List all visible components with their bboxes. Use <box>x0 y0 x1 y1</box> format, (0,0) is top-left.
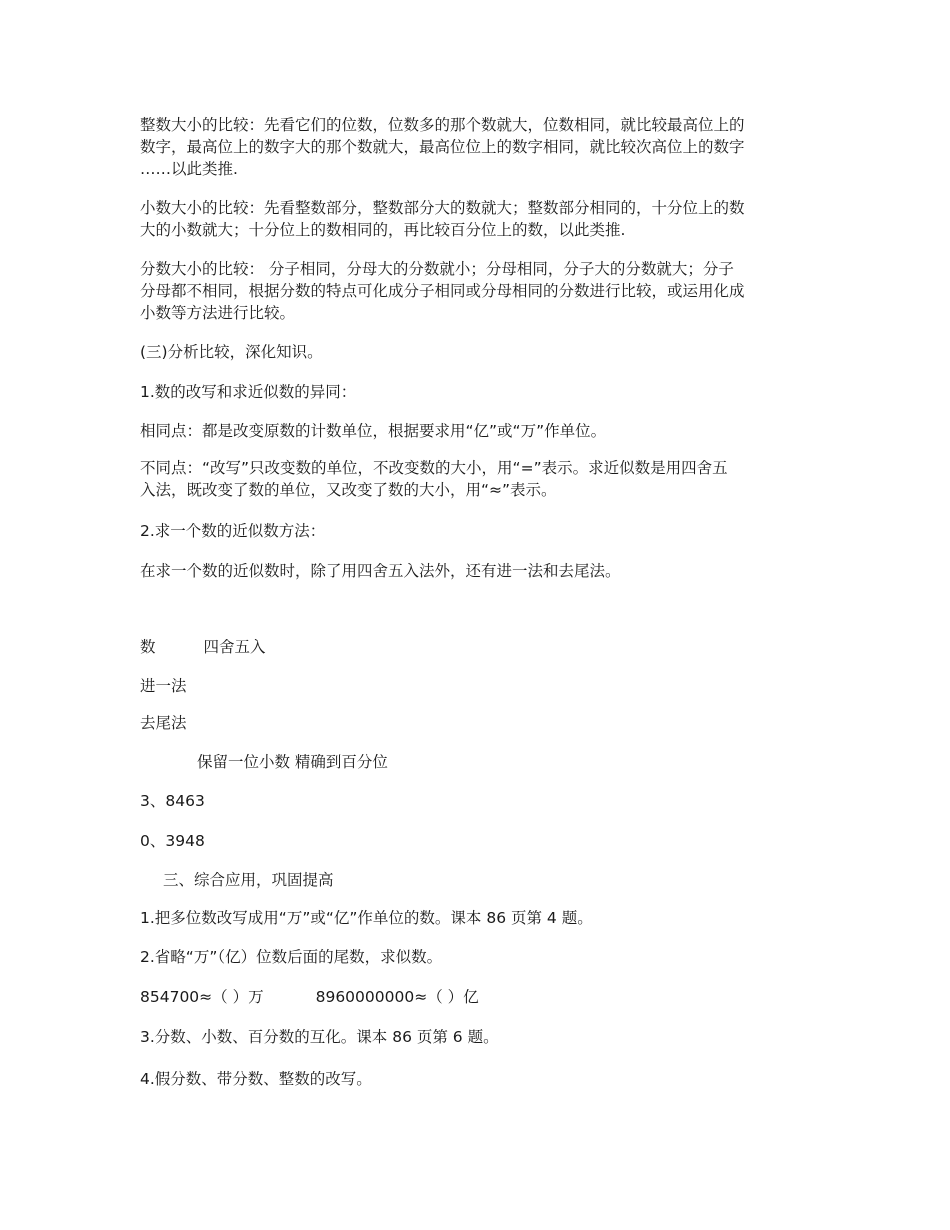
header-num: 数 <box>140 638 156 656</box>
row-floor-label: 去尾法 <box>140 714 187 732</box>
table-value: 3、8463 <box>140 792 205 810</box>
text-line: 入法，既改变了数的单位，又改变了数的大小，用“≈”表示。 <box>140 481 557 499</box>
table-subheader: 保留一位小数 精确到百分位 <box>197 753 388 771</box>
item-heading: 2.求一个数的近似数方法： <box>140 522 326 540</box>
text-line: ……以此类推. <box>140 160 238 178</box>
section-heading: (三)分析比较，深化知识。 <box>140 343 323 361</box>
methods-note: 在求一个数的近似数时，除了用四舍五入法外，还有进一法和去尾法。 <box>140 562 621 580</box>
item-heading: 1.数的改写和求近似数的异同： <box>140 383 357 401</box>
blank-wan: 854700≈（ ）万 <box>140 988 264 1006</box>
exercise-item: 3.分数、小数、百分数的互化。课本 86 页第 6 题。 <box>140 1028 499 1046</box>
exercise-item: 1.把多位数改写成用“万”或“亿”作单位的数。课本 86 页第 4 题。 <box>140 909 593 927</box>
similarity-text: 相同点：都是改变原数的计数单位，根据要求用“亿”或“万”作单位。 <box>140 422 607 440</box>
decimal-compare-paragraph <box>140 197 812 241</box>
text-line: 分数大小的比较： 分子相同，分母大的分数就小；分母相同，分子大的分数就大；分子 <box>140 260 734 278</box>
difference-paragraph <box>140 457 812 501</box>
fraction-compare-paragraph <box>140 258 812 324</box>
row-ceil-label: 进一法 <box>140 677 187 695</box>
text-line: 小数大小的比较：先看整数部分，整数部分大的数就大；整数部分相同的，十分位上的数 <box>140 199 745 217</box>
table-header-row <box>140 636 810 658</box>
blank-yi: 8960000000≈（ ）亿 <box>315 988 479 1006</box>
exercise-blanks-row <box>140 986 810 1008</box>
header-round: 四舍五入 <box>203 638 266 656</box>
exercise-item: 4.假分数、带分数、整数的改写。 <box>140 1070 372 1088</box>
text-line: 不同点：“改写”只改变数的单位，不改变数的大小，用“=”表示。求近似数是用四舍五 <box>140 459 728 477</box>
table-value: 0、3948 <box>140 832 205 850</box>
integer-compare-paragraph <box>140 114 812 180</box>
text-line: 分母都不相同，根据分数的特点可化成分子相同或分母相同的分数进行比较，或运用化成 <box>140 282 745 300</box>
text-line: 小数等方法进行比较。 <box>140 304 296 322</box>
text-line: 大的小数就大；十分位上的数相同的，再比较百分位上的数，以此类推. <box>140 221 626 239</box>
part-heading: 三、综合应用，巩固提高 <box>163 871 334 889</box>
text-line: 整数大小的比较：先看它们的位数，位数多的那个数就大，位数相同，就比较最高位上的 <box>140 116 745 134</box>
exercise-item: 2.省略“万”（亿）位数后面的尾数，求似数。 <box>140 948 443 966</box>
text-line: 数字，最高位上的数字大的那个数就大，最高位位上的数字相同，就比较次高位上的数字 <box>140 138 745 156</box>
